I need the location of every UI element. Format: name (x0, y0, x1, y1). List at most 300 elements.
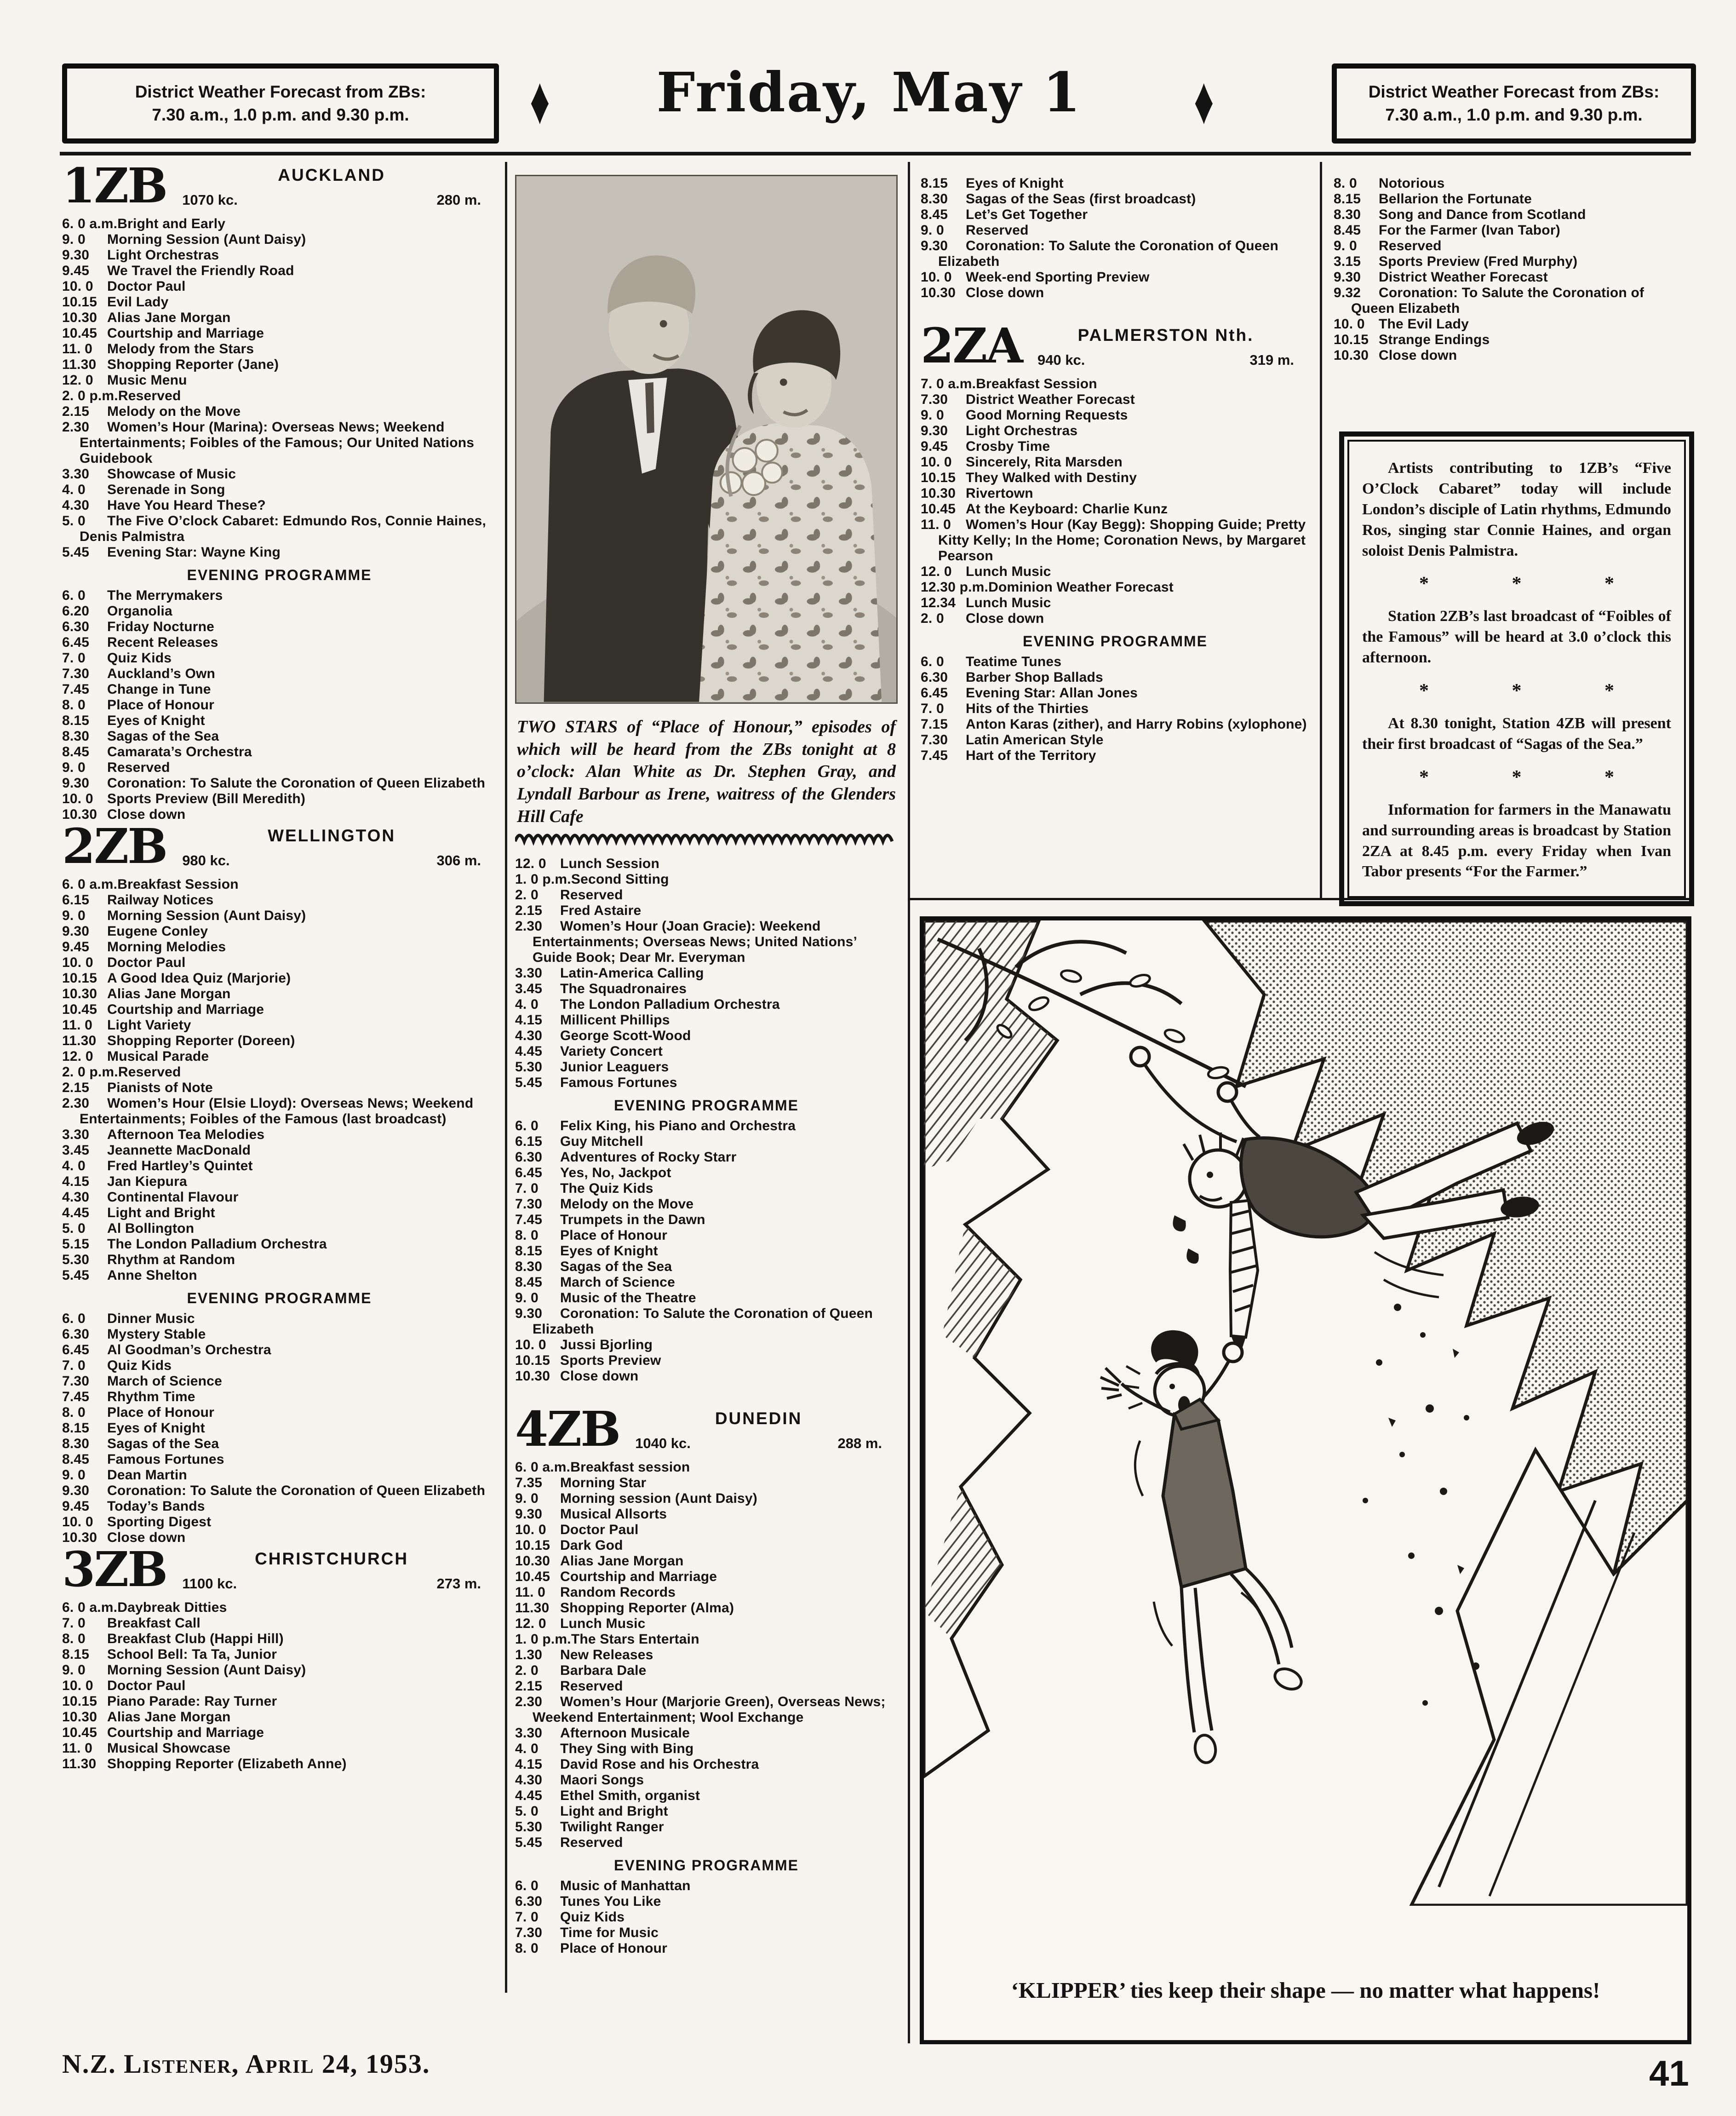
programme-time: 6.30 (921, 670, 948, 685)
programme-title: Hart of the Territory (966, 748, 1096, 763)
programme-time: 10. 0 (62, 791, 93, 806)
programme-title: Courtship and Marriage (107, 1002, 264, 1017)
programme-row (62, 1236, 497, 1252)
programme-title: Eyes of Knight (966, 176, 1064, 191)
programme-row (62, 1096, 497, 1127)
programme-time: 5. 0 (62, 1221, 86, 1236)
programme-title: Variety Concert (560, 1044, 663, 1059)
programme-time: 6.20 (62, 604, 90, 619)
programme-time: 2.15 (515, 1679, 543, 1694)
programme-row (515, 1741, 898, 1757)
programme-row (62, 986, 497, 1002)
programme-time: 7.45 (921, 748, 948, 763)
programme-row (515, 1647, 898, 1663)
programme-time: 12. 0 (62, 373, 93, 388)
photo-caption: TWO STARS of “Place of Honour,” episodes of which will be heard from the ZBs tonight at 8 o’clock: Alan White as Dr. Stephen Gray, and Lyndall Barbour as Irene, waitress of the Glenders Hill Cafe (517, 717, 896, 826)
programme-title: Time for Music (560, 1925, 659, 1941)
station-header-3zb (62, 1541, 497, 1598)
programme-time: 8. 0 (62, 1631, 86, 1646)
programme-row (921, 685, 1310, 701)
programme-row (921, 285, 1310, 301)
programme-time: 10.15 (62, 294, 97, 310)
programme-row (921, 748, 1310, 764)
programme-time: 8.15 (921, 176, 948, 191)
programme-row (62, 1311, 497, 1327)
station-call: 4ZB (515, 1401, 620, 1458)
programme-row (515, 872, 898, 887)
programme-title: Organolia (107, 604, 172, 619)
programme-title: Dark God (560, 1538, 623, 1553)
programme-time: 4.45 (515, 1788, 543, 1804)
programme-time: 12. 0 (921, 564, 952, 579)
programme-time: 8.30 (515, 1259, 543, 1275)
programme-row (62, 1741, 497, 1756)
programme-title: Teatime Tunes (966, 654, 1062, 669)
programme-title: Coronation: To Salute the Coronation of Queen Elizabeth (107, 776, 486, 791)
programme-time: 7. 0 (62, 650, 86, 666)
programme-row (1334, 207, 1691, 223)
photo-two-stars (515, 175, 898, 704)
programme-time: 7.45 (62, 682, 90, 697)
notices-content (1347, 440, 1686, 898)
programme-row (515, 1028, 898, 1044)
page-title: Friday, May 1 (656, 60, 1082, 124)
programme-row (1334, 176, 1691, 191)
programme-time: 7.30 (62, 666, 90, 681)
programme-title: Morning Session (Aunt Daisy) (107, 908, 306, 923)
programme-row (62, 1725, 497, 1741)
programme-list-4zb-evening-a (515, 1878, 898, 1956)
programme-time: 3.45 (62, 1143, 90, 1158)
programme-title: Mystery Stable (107, 1327, 206, 1342)
programme-time: 1.30 (515, 1647, 543, 1663)
programme-row (515, 856, 898, 872)
programme-time: 6.15 (62, 892, 90, 908)
programme-title: Strange Endings (1379, 332, 1490, 347)
programme-time: 6.15 (515, 1134, 543, 1150)
programme-title: The Evil Lady (1379, 316, 1469, 332)
programme-title: For the Farmer (Ivan Tabor) (1379, 223, 1560, 238)
programme-row (62, 955, 497, 971)
programme-time: 11.30 (62, 357, 97, 372)
programme-row (515, 1275, 898, 1290)
programme-time: 6. 0 (515, 1118, 539, 1134)
programme-title: Hits of the Thirties (966, 701, 1089, 716)
programme-list-3zb-afternoon (515, 856, 898, 1091)
programme-time: 8.45 (921, 207, 948, 222)
programme-row (515, 1725, 898, 1741)
programme-title: Al Bollington (107, 1221, 195, 1236)
programme-title: Friday Nocturne (107, 619, 215, 634)
page-number: 41 (1649, 2053, 1689, 2093)
programme-time: 8.15 (515, 1243, 543, 1259)
station-call: 2ZB (62, 818, 167, 874)
column-rule-2 (908, 162, 910, 2043)
programme-row (921, 454, 1310, 470)
programme-row (62, 1064, 497, 1080)
programme-time: 10.30 (62, 807, 97, 822)
programme-title: Courtship and Marriage (107, 326, 264, 341)
programme-time: 7.30 (515, 1925, 543, 1941)
programme-title: Place of Honour (560, 1228, 668, 1243)
programme-row (62, 1514, 497, 1530)
station-metres: 273 m. (436, 1576, 481, 1592)
programme-row (62, 604, 497, 619)
programme-row (62, 404, 497, 420)
programme-row (921, 501, 1310, 517)
programme-row (515, 1925, 898, 1941)
programme-title: Have You Heard These? (107, 498, 266, 513)
programme-title: Breakfast session (570, 1460, 690, 1475)
programme-title: Anne Shelton (107, 1268, 197, 1283)
programme-time: 4. 0 (62, 1158, 86, 1173)
programme-title: Railway Notices (107, 892, 214, 908)
programme-time: 6. 0 a.m. (62, 216, 118, 231)
programme-row (62, 1600, 497, 1616)
programme-time: 8. 0 (1334, 176, 1357, 191)
programme-time: 2.30 (62, 420, 90, 435)
programme-title: The London Palladium Orchestra (107, 1236, 327, 1252)
programme-title: We Travel the Friendly Road (107, 263, 294, 278)
programme-title: Eyes of Knight (107, 713, 205, 728)
programme-time: 12. 0 (515, 1616, 546, 1632)
programme-row (62, 1483, 497, 1499)
programme-row (62, 357, 497, 373)
programme-row (921, 670, 1310, 685)
programme-row (62, 1143, 497, 1158)
programme-row (921, 238, 1310, 270)
programme-row (62, 279, 497, 294)
programme-title: Courtship and Marriage (560, 1569, 717, 1585)
programme-title: Sagas of the Sea (560, 1259, 672, 1275)
column-3 (921, 162, 1310, 766)
programme-title: Coronation: To Salute the Coronation of Queen Elizabeth (107, 1483, 486, 1498)
programme-row (921, 564, 1310, 580)
weather-box-right (1332, 63, 1696, 144)
programme-row (62, 1631, 497, 1647)
programme-row (62, 924, 497, 939)
programme-time: 8.45 (1334, 223, 1361, 238)
diamond-icon: ♦ (530, 63, 550, 138)
programme-row (515, 1772, 898, 1788)
programme-title: Music of the Theatre (560, 1290, 696, 1306)
programme-title: Morning session (Aunt Daisy) (560, 1491, 757, 1506)
programme-time: 10.15 (921, 470, 956, 485)
programme-row (515, 1044, 898, 1059)
programme-title: Quiz Kids (107, 650, 172, 666)
programme-title: Breakfast Club (Happi Hill) (107, 1631, 284, 1646)
programme-title: They Sing with Bing (560, 1741, 694, 1757)
programme-row (62, 1327, 497, 1342)
programme-row (515, 1569, 898, 1585)
programme-list-2zb-evening (62, 1311, 497, 1546)
programme-row (515, 1150, 898, 1165)
programme-row (1334, 223, 1691, 238)
notices-box (1339, 431, 1694, 906)
programme-time: 7.45 (62, 1389, 90, 1404)
programme-time: 2.30 (62, 1096, 90, 1111)
programme-title: Dinner Music (107, 1311, 195, 1326)
programme-row (515, 1663, 898, 1679)
programme-row (62, 729, 497, 744)
programme-title: Doctor Paul (107, 279, 186, 294)
programme-row (62, 1374, 497, 1389)
programme-time: 2.15 (62, 1080, 90, 1095)
programme-title: Morning Melodies (107, 939, 226, 954)
programme-title: Morning Session (Aunt Daisy) (107, 1662, 306, 1678)
column-2 (515, 162, 898, 1959)
programme-time: 2.30 (515, 919, 543, 934)
programme-row (515, 1600, 898, 1616)
programme-row (62, 1694, 497, 1709)
programme-time: 2. 0 (921, 611, 944, 626)
programme-row (62, 666, 497, 682)
notice-paragraph: Information for farmers in the Manawatu and surrounding areas is broadcast by Station 2ZA at 8.45 p.m. every Friday when Ivan Tabor presents “For the Farmer.” (1362, 801, 1671, 880)
programme-time: 10. 0 (515, 1522, 546, 1538)
programme-row (921, 470, 1310, 486)
programme-time: 9.32 (1334, 285, 1361, 300)
programme-list-1zb-day (62, 216, 497, 560)
programme-time: 2. 0 p.m. (62, 1064, 118, 1080)
programme-row (62, 776, 497, 791)
programme-row (921, 611, 1310, 627)
programme-time: 7.30 (921, 392, 948, 407)
programme-title: Lunch Music (966, 595, 1051, 610)
programme-title: Evening Star: Wayne King (107, 545, 281, 560)
programme-title: Close down (107, 807, 186, 822)
stars-separator: * * * (1419, 766, 1614, 788)
programme-time: 2.15 (62, 404, 90, 419)
programme-time: 10. 0 (1334, 316, 1365, 332)
programme-title: Junior Leaguers (560, 1059, 669, 1075)
programme-title: Music of Manhattan (560, 1878, 691, 1894)
programme-row (515, 981, 898, 997)
programme-title: Fred Astaire (560, 903, 642, 919)
programme-title: Breakfast Session (976, 376, 1097, 391)
programme-row (515, 1337, 898, 1353)
programme-row (515, 1181, 898, 1196)
programme-title: March of Science (560, 1275, 675, 1290)
programme-row (1334, 270, 1691, 285)
programme-row (62, 588, 497, 604)
programme-title: Jan Kiepura (107, 1174, 187, 1189)
programme-list-2za-evening-b (1334, 176, 1691, 363)
programme-row (515, 1522, 898, 1538)
programme-row (515, 1059, 898, 1075)
programme-row (62, 1127, 497, 1143)
programme-title: Felix King, his Piano and Orchestra (560, 1118, 796, 1134)
programme-time: 9. 0 (62, 232, 86, 247)
programme-list-2za-evening-a (921, 654, 1310, 764)
stars-separator: * * * (1419, 680, 1614, 702)
notice-paragraph: At 8.30 tonight, Station 4ZB will present their first broadcast of “Sagas of the Sea.” (1362, 715, 1671, 753)
programme-title: Women’s Hour (Joan Gracie): Weekend Entertainments; Overseas News; United Nations’ Guide Book; Dear Mr. Everyman (533, 919, 857, 966)
evening-heading: EVENING PROGRAMME (187, 1290, 372, 1306)
programme-row (515, 1491, 898, 1506)
programme-title: Morning Star (560, 1475, 647, 1491)
programme-time: 11.30 (62, 1756, 97, 1771)
programme-row (62, 1268, 497, 1283)
programme-time: 9.45 (62, 263, 90, 278)
programme-row (515, 1460, 898, 1475)
programme-time: 10.30 (1334, 348, 1369, 363)
programme-time: 12. 0 (515, 856, 546, 872)
programme-title: Shopping Reporter (Alma) (560, 1600, 734, 1616)
programme-title: Reserved (118, 388, 181, 403)
programme-time: 7. 0 a.m. (921, 376, 976, 391)
programme-row (515, 1243, 898, 1259)
programme-row (515, 1941, 898, 1956)
programme-time: 10.15 (62, 971, 97, 986)
programme-row (1334, 191, 1691, 207)
programme-time: 3.45 (515, 981, 543, 997)
programme-title: Melody from the Stars (107, 341, 254, 356)
programme-time: 3.30 (62, 1127, 90, 1142)
cartoon-caption: ‘KLIPPER’ ties keep their shape — no matter what happens! (1011, 1978, 1600, 2003)
programme-title: Coronation: To Salute the Coronation of Queen Elizabeth (1351, 285, 1644, 316)
programme-row (921, 732, 1310, 748)
station-metres: 319 m. (1249, 352, 1294, 368)
programme-time: 3.15 (1334, 254, 1361, 269)
programme-title: Pianists of Note (107, 1080, 213, 1095)
programme-row (921, 486, 1310, 501)
programme-title: Lunch Session (560, 856, 659, 872)
programme-title: Bellarion the Fortunate (1379, 191, 1532, 207)
station-city: WELLINGTON (268, 826, 396, 845)
programme-time: 4.30 (62, 1190, 90, 1205)
programme-title: Light and Bright (560, 1804, 668, 1819)
station-metres: 288 m. (837, 1435, 882, 1452)
programme-row (62, 1033, 497, 1049)
programme-row (515, 1538, 898, 1553)
weather-box-left (62, 63, 499, 144)
programme-title: Place of Honour (107, 1405, 215, 1420)
footer-magazine: N.Z. Listener, April 24, 1953. (62, 2049, 430, 2079)
programme-time: 9.30 (62, 1483, 90, 1498)
programme-time: 8.15 (62, 1647, 90, 1662)
station-call: 2ZA (921, 317, 1022, 374)
programme-time: 11. 0 (515, 1585, 546, 1600)
programme-time: 5. 0 (62, 513, 86, 529)
programme-row (62, 1662, 497, 1678)
programme-row (62, 1709, 497, 1725)
programme-title: Let’s Get Together (966, 207, 1088, 222)
programme-title: Place of Honour (560, 1941, 668, 1956)
programme-time: 4. 0 (515, 1741, 539, 1757)
programme-row (515, 1679, 898, 1694)
programme-row (515, 1353, 898, 1368)
programme-title: Dean Martin (107, 1467, 187, 1483)
programme-title: Close down (107, 1530, 186, 1545)
programme-title: Serenade in Song (107, 482, 225, 497)
programme-title: Latin-America Calling (560, 966, 704, 981)
programme-row (515, 1165, 898, 1181)
station-metres: 280 m. (436, 192, 481, 208)
programme-title: Melody on the Move (560, 1196, 694, 1212)
programme-time: 5.45 (515, 1835, 543, 1851)
programme-time: 2. 0 p.m. (62, 388, 118, 403)
programme-title: Crosby Time (966, 439, 1050, 454)
programme-time: 9.30 (1334, 270, 1361, 285)
programme-row (62, 1405, 497, 1420)
column-1 (62, 157, 497, 1775)
programme-list-3zb-evening (515, 1118, 898, 1384)
programme-time: 5.15 (62, 1236, 90, 1252)
programme-time: 7.30 (515, 1196, 543, 1212)
programme-list-2zb-day (62, 877, 497, 1283)
programme-row (62, 939, 497, 955)
programme-list-3zb-morning (62, 1600, 497, 1772)
evening-heading: EVENING PROGRAMME (187, 567, 372, 583)
programme-row (921, 654, 1310, 670)
programme-title: Women’s Hour (Marina): Overseas News; Weekend Entertainments; Foibles of the Famous; Our United Nations Guidebook (80, 420, 475, 466)
programme-title: Evil Lady (107, 294, 169, 310)
programme-row (921, 580, 1310, 595)
programme-row (62, 971, 497, 986)
programme-title: District Weather Forecast (966, 392, 1135, 407)
programme-row (62, 1342, 497, 1358)
programme-title: Song and Dance from Scotland (1379, 207, 1586, 222)
programme-time: 10. 0 (62, 955, 93, 970)
programme-title: Millicent Phillips (560, 1012, 670, 1028)
programme-title: New Releases (560, 1647, 653, 1663)
programme-title: Rhythm Time (107, 1389, 195, 1404)
programme-time: 7. 0 (62, 1616, 86, 1631)
programme-row (62, 341, 497, 357)
programme-title: Sporting Digest (107, 1514, 212, 1530)
header-rule (60, 152, 1691, 155)
squiggle-divider (515, 832, 898, 846)
programme-row (62, 326, 497, 341)
programme-title: Recent Releases (107, 635, 218, 650)
programme-row (62, 744, 497, 760)
programme-title: Reserved (560, 1679, 623, 1694)
notice-paragraph: Station 2ZB’s last broadcast of “Foibles of the Famous” will be heard at 3.0 o’clock this afternoon. (1362, 608, 1671, 667)
programme-title: Reserved (118, 1064, 181, 1080)
programme-row (1334, 348, 1691, 363)
programme-row (62, 697, 497, 713)
programme-time: 12. 0 (62, 1049, 93, 1064)
programme-row (62, 247, 497, 263)
column-4 (1334, 162, 1691, 366)
programme-time: 8.45 (515, 1275, 543, 1290)
programme-row (62, 1756, 497, 1772)
programme-title: They Walked with Destiny (966, 470, 1137, 485)
programme-title: Breakfast Session (117, 877, 239, 892)
programme-row (515, 1228, 898, 1243)
programme-row (515, 1878, 898, 1894)
programme-title: Musical Allsorts (560, 1506, 667, 1522)
programme-row (62, 513, 497, 545)
programme-time: 10.15 (515, 1538, 550, 1553)
weather-line2: 7.30 a.m., 1.0 p.m. and 9.30 p.m. (152, 105, 409, 124)
programme-time: 10.45 (62, 326, 97, 341)
programme-row (62, 635, 497, 650)
programme-title: Reserved (560, 887, 623, 903)
programme-time: 9.30 (921, 423, 948, 438)
programme-row (921, 517, 1310, 564)
programme-list-4zb-evening-b (921, 176, 1310, 301)
programme-time: 10.15 (1334, 332, 1369, 347)
programme-title: Jussi Bjorling (560, 1337, 653, 1353)
station-city: DUNEDIN (715, 1409, 802, 1428)
programme-time: 8.15 (1334, 191, 1361, 207)
programme-time: 12.34 (921, 595, 956, 610)
programme-time: 4.30 (515, 1772, 543, 1788)
programme-title: Close down (560, 1368, 639, 1384)
diamond-icon: ♦ (1194, 63, 1214, 138)
programme-title: Sagas of the Sea (107, 1436, 219, 1451)
